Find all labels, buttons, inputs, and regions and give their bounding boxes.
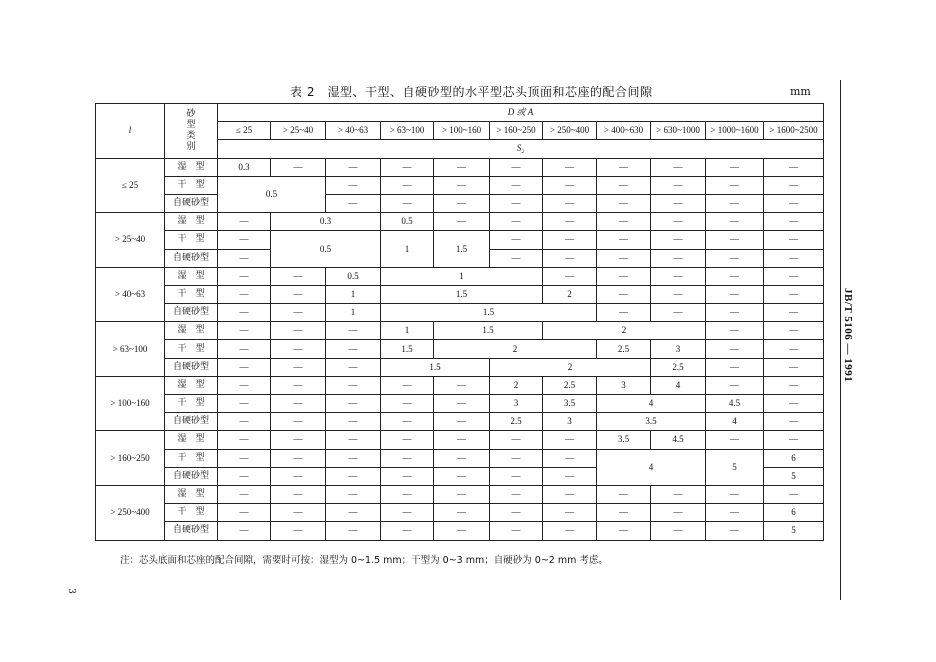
value-cell: — [218, 431, 271, 449]
value-cell: 3 [651, 340, 706, 358]
table-row [96, 231, 824, 249]
value-cell: — [651, 522, 706, 540]
value-cell: 0.5 [381, 213, 434, 231]
value-cell: 2.5 [651, 358, 706, 376]
value-cell: — [706, 194, 764, 212]
value-cell: 2.5 [490, 413, 543, 431]
value-cell: — [271, 467, 326, 485]
column-header: > 100~160 [434, 122, 490, 140]
value-cell: — [326, 322, 381, 340]
value-cell: — [381, 504, 434, 522]
value-cell: — [597, 485, 651, 503]
sand-type-label: 干 型 [165, 176, 218, 194]
table-row [96, 522, 824, 540]
value-cell: — [326, 485, 381, 503]
value-cell: — [706, 431, 764, 449]
value-cell: — [381, 431, 434, 449]
value-cell: — [218, 285, 271, 303]
value-cell: 5 [706, 449, 764, 485]
value-cell: 2.5 [597, 340, 651, 358]
value-cell: — [764, 267, 824, 285]
value-cell: 1 [326, 304, 381, 322]
value-cell: — [597, 304, 651, 322]
value-cell: — [543, 449, 597, 467]
value-cell: 1 [381, 267, 543, 285]
value-cell: — [490, 431, 543, 449]
value-cell: — [381, 158, 434, 176]
sand-type-label: 自硬砂型 [165, 304, 218, 322]
value-cell: — [764, 358, 824, 376]
value-cell: — [543, 267, 597, 285]
table-row [96, 158, 824, 176]
row-group-label: > 250~400 [96, 485, 165, 540]
value-cell: — [434, 413, 490, 431]
value-cell: — [764, 176, 824, 194]
value-cell: 5 [764, 467, 824, 485]
value-cell: — [218, 231, 271, 249]
sand-type-label: 干 型 [165, 449, 218, 467]
column-header: > 1600~2500 [764, 122, 824, 140]
value-cell: — [543, 231, 597, 249]
table-row [96, 431, 824, 449]
value-cell: — [434, 485, 490, 503]
sand-type-label: 干 型 [165, 285, 218, 303]
sand-type-label: 湿 型 [165, 322, 218, 340]
value-cell: — [597, 194, 651, 212]
value-cell: — [543, 522, 597, 540]
value-cell: — [490, 213, 543, 231]
value-cell: — [271, 485, 326, 503]
value-cell: — [271, 522, 326, 540]
sand-type-label: 自硬砂型 [165, 249, 218, 267]
value-cell: — [381, 194, 434, 212]
value-cell: — [543, 213, 597, 231]
value-cell: — [218, 522, 271, 540]
sand-type-label: 湿 型 [165, 485, 218, 503]
value-cell: — [271, 376, 326, 394]
value-cell: — [764, 485, 824, 503]
value-cell: 4 [597, 449, 706, 485]
value-cell: — [490, 176, 543, 194]
value-cell: — [434, 431, 490, 449]
value-cell: — [434, 194, 490, 212]
value-cell: — [764, 395, 824, 413]
value-cell: — [764, 213, 824, 231]
value-cell: 5 [764, 522, 824, 540]
value-cell: — [218, 249, 271, 267]
value-cell: 0.5 [326, 267, 381, 285]
value-cell: — [764, 249, 824, 267]
value-cell: — [706, 322, 764, 340]
value-cell: 2 [543, 322, 706, 340]
table-row [96, 176, 824, 194]
value-cell: — [706, 213, 764, 231]
value-cell: — [434, 176, 490, 194]
value-cell: — [706, 358, 764, 376]
value-cell: — [490, 522, 543, 540]
value-cell: — [651, 158, 706, 176]
value-cell: — [597, 285, 651, 303]
value-cell: 3.5 [597, 413, 706, 431]
value-cell: 1.5 [434, 322, 543, 340]
value-cell: 1 [326, 285, 381, 303]
value-cell: — [490, 158, 543, 176]
value-cell: — [326, 504, 381, 522]
value-cell: — [326, 395, 381, 413]
sand-type-label: 干 型 [165, 340, 218, 358]
value-cell: — [490, 504, 543, 522]
row-group-label: ≤ 25 [96, 158, 165, 213]
value-cell: — [597, 158, 651, 176]
column-header: > 40~63 [326, 122, 381, 140]
value-cell: — [381, 449, 434, 467]
value-cell: — [706, 485, 764, 503]
header-d-or-a: D 或 A [218, 104, 824, 122]
value-cell: — [218, 395, 271, 413]
value-cell: — [271, 285, 326, 303]
table-row [96, 267, 824, 285]
value-cell: — [490, 249, 543, 267]
value-cell: — [326, 467, 381, 485]
value-cell: — [271, 358, 326, 376]
value-cell: — [434, 395, 490, 413]
value-cell: — [490, 194, 543, 212]
table-row [96, 376, 824, 394]
value-cell: — [597, 213, 651, 231]
value-cell: 6 [764, 504, 824, 522]
header-row [96, 104, 824, 122]
value-cell: — [764, 194, 824, 212]
value-cell: 2 [490, 358, 651, 376]
column-header: > 25~40 [271, 122, 326, 140]
value-cell: — [490, 231, 543, 249]
value-cell: — [326, 358, 381, 376]
table-note: 注：芯头底面和芯座的配合间隙，需要时可按：湿型为 0~1.5 mm；干型为 0~3 mm；自硬砂为 0~2 mm 考虑。 [120, 555, 608, 566]
row-group-label: > 63~100 [96, 322, 165, 377]
table-row [96, 449, 824, 467]
value-cell: — [597, 267, 651, 285]
value-cell: — [651, 504, 706, 522]
value-cell: — [543, 485, 597, 503]
column-header: > 250~400 [543, 122, 597, 140]
value-cell: — [271, 395, 326, 413]
value-cell: — [543, 176, 597, 194]
value-cell: — [271, 340, 326, 358]
value-cell: — [764, 376, 824, 394]
value-cell: — [381, 176, 434, 194]
value-cell: — [326, 522, 381, 540]
value-cell: — [218, 340, 271, 358]
value-cell: — [326, 194, 381, 212]
value-cell: — [543, 431, 597, 449]
column-header: > 1000~1600 [706, 122, 764, 140]
value-cell: — [434, 504, 490, 522]
value-cell: 3 [597, 376, 651, 394]
value-cell: — [218, 322, 271, 340]
column-header: > 63~100 [381, 122, 434, 140]
value-cell: — [271, 304, 326, 322]
value-cell: 1 [381, 322, 434, 340]
value-cell: 0.5 [218, 176, 326, 212]
row-group-label: > 25~40 [96, 213, 165, 268]
value-cell: — [271, 504, 326, 522]
value-cell: — [706, 376, 764, 394]
header-s2: S₂ [218, 140, 824, 158]
value-cell: — [764, 158, 824, 176]
value-cell: 4 [706, 413, 764, 431]
value-cell: — [706, 522, 764, 540]
sand-type-label: 湿 型 [165, 213, 218, 231]
column-header: > 630~1000 [651, 122, 706, 140]
value-cell: — [706, 304, 764, 322]
value-cell: — [651, 485, 706, 503]
value-cell: — [271, 449, 326, 467]
value-cell: — [326, 158, 381, 176]
value-cell: — [706, 176, 764, 194]
value-cell: 4 [597, 395, 706, 413]
value-cell: — [706, 267, 764, 285]
header-type: 砂 型 类 别 [165, 104, 218, 159]
value-cell: — [218, 304, 271, 322]
side-rule [840, 80, 841, 600]
value-cell: — [597, 231, 651, 249]
value-cell: — [597, 176, 651, 194]
sand-type-label: 自硬砂型 [165, 522, 218, 540]
value-cell: 6 [764, 449, 824, 467]
value-cell: — [218, 504, 271, 522]
value-cell: — [651, 194, 706, 212]
table-row [96, 322, 824, 340]
value-cell: — [218, 485, 271, 503]
value-cell: — [651, 249, 706, 267]
sand-type-label: 湿 型 [165, 376, 218, 394]
value-cell: — [651, 304, 706, 322]
sand-type-label: 自硬砂型 [165, 467, 218, 485]
value-cell: — [764, 285, 824, 303]
column-header: ≤ 25 [218, 122, 271, 140]
value-cell: — [651, 213, 706, 231]
value-cell: — [381, 467, 434, 485]
value-cell: — [543, 504, 597, 522]
value-cell: — [218, 467, 271, 485]
value-cell: 4.5 [651, 431, 706, 449]
value-cell: 0.3 [218, 158, 271, 176]
value-cell: — [764, 340, 824, 358]
column-header: > 400~630 [597, 122, 651, 140]
row-group-label: > 100~160 [96, 376, 165, 431]
value-cell: 3 [490, 395, 543, 413]
table-row [96, 395, 824, 413]
value-cell: — [764, 231, 824, 249]
value-cell: — [218, 267, 271, 285]
value-cell: 2 [490, 376, 543, 394]
table-row [96, 413, 824, 431]
value-cell: — [543, 467, 597, 485]
value-cell: — [764, 304, 824, 322]
value-cell: — [706, 158, 764, 176]
value-cell: — [326, 449, 381, 467]
value-cell: — [434, 522, 490, 540]
value-cell: — [381, 485, 434, 503]
value-cell: — [381, 413, 434, 431]
value-cell: — [326, 376, 381, 394]
value-cell: — [543, 194, 597, 212]
value-cell: 4 [651, 376, 706, 394]
sand-type-label: 干 型 [165, 231, 218, 249]
value-cell: 3.5 [543, 395, 597, 413]
value-cell: — [597, 249, 651, 267]
value-cell: — [651, 267, 706, 285]
page-number: 3 [65, 588, 76, 594]
value-cell: — [271, 267, 326, 285]
sand-type-label: 干 型 [165, 504, 218, 522]
value-cell: 3 [543, 413, 597, 431]
value-cell: — [326, 340, 381, 358]
value-cell: — [597, 522, 651, 540]
value-cell: — [490, 485, 543, 503]
value-cell: — [490, 449, 543, 467]
value-cell: 1.5 [381, 285, 543, 303]
value-cell: 0.5 [271, 231, 381, 267]
row-group-label: > 160~250 [96, 431, 165, 486]
value-cell: — [764, 322, 824, 340]
value-cell: 1 [381, 231, 434, 267]
value-cell: — [706, 249, 764, 267]
table-row [96, 340, 824, 358]
column-header: > 160~250 [490, 122, 543, 140]
value-cell: — [218, 449, 271, 467]
table-row [96, 194, 824, 212]
value-cell: 1.5 [434, 231, 490, 267]
sand-type-label: 湿 型 [165, 267, 218, 285]
value-cell: — [218, 413, 271, 431]
table-row [96, 285, 824, 303]
value-cell: — [543, 158, 597, 176]
value-cell: — [271, 322, 326, 340]
value-cell: — [381, 395, 434, 413]
table-row [96, 213, 824, 231]
value-cell: — [651, 285, 706, 303]
value-cell: — [706, 231, 764, 249]
value-cell: — [218, 376, 271, 394]
value-cell: — [764, 413, 824, 431]
value-cell: 1.5 [381, 358, 490, 376]
value-cell: — [651, 231, 706, 249]
value-cell: 4.5 [706, 395, 764, 413]
clearance-table [95, 103, 824, 541]
value-cell: — [764, 431, 824, 449]
standard-code: JB/T 5106 — 1991 [842, 288, 854, 383]
value-cell: — [434, 213, 490, 231]
sand-type-label: 自硬砂型 [165, 358, 218, 376]
header-l: l [96, 104, 165, 159]
table-row [96, 358, 824, 376]
sand-type-label: 湿 型 [165, 158, 218, 176]
value-cell: — [651, 176, 706, 194]
value-cell: 2.5 [543, 376, 597, 394]
value-cell: 0.3 [271, 213, 381, 231]
value-cell: — [271, 431, 326, 449]
value-cell: — [434, 467, 490, 485]
value-cell: — [271, 413, 326, 431]
table-row [96, 304, 824, 322]
value-cell: — [326, 176, 381, 194]
value-cell: — [381, 522, 434, 540]
value-cell: — [543, 249, 597, 267]
value-cell: — [218, 358, 271, 376]
sand-type-label: 湿 型 [165, 431, 218, 449]
value-cell: — [490, 467, 543, 485]
value-cell: — [434, 376, 490, 394]
table-caption: 表 2 湿型、干型、自硬砂型的水平型芯头顶面和芯座的配合间隙 [290, 85, 653, 99]
value-cell: — [381, 376, 434, 394]
sand-type-label: 自硬砂型 [165, 413, 218, 431]
row-group-label: > 40~63 [96, 267, 165, 322]
value-cell: 3.5 [597, 431, 651, 449]
value-cell: 2 [434, 340, 597, 358]
value-cell: — [706, 285, 764, 303]
value-cell: 1.5 [381, 340, 434, 358]
sand-type-label: 自硬砂型 [165, 194, 218, 212]
table-row [96, 485, 824, 503]
value-cell: — [434, 449, 490, 467]
value-cell: — [434, 158, 490, 176]
value-cell: — [271, 158, 326, 176]
value-cell: 2 [543, 285, 597, 303]
value-cell: 1.5 [381, 304, 597, 322]
value-cell: — [597, 504, 651, 522]
value-cell: — [326, 413, 381, 431]
sand-type-label: 干 型 [165, 395, 218, 413]
value-cell: — [706, 504, 764, 522]
value-cell: — [706, 340, 764, 358]
table-row [96, 504, 824, 522]
value-cell: — [218, 213, 271, 231]
value-cell: — [326, 431, 381, 449]
unit-label: mm [790, 85, 811, 98]
